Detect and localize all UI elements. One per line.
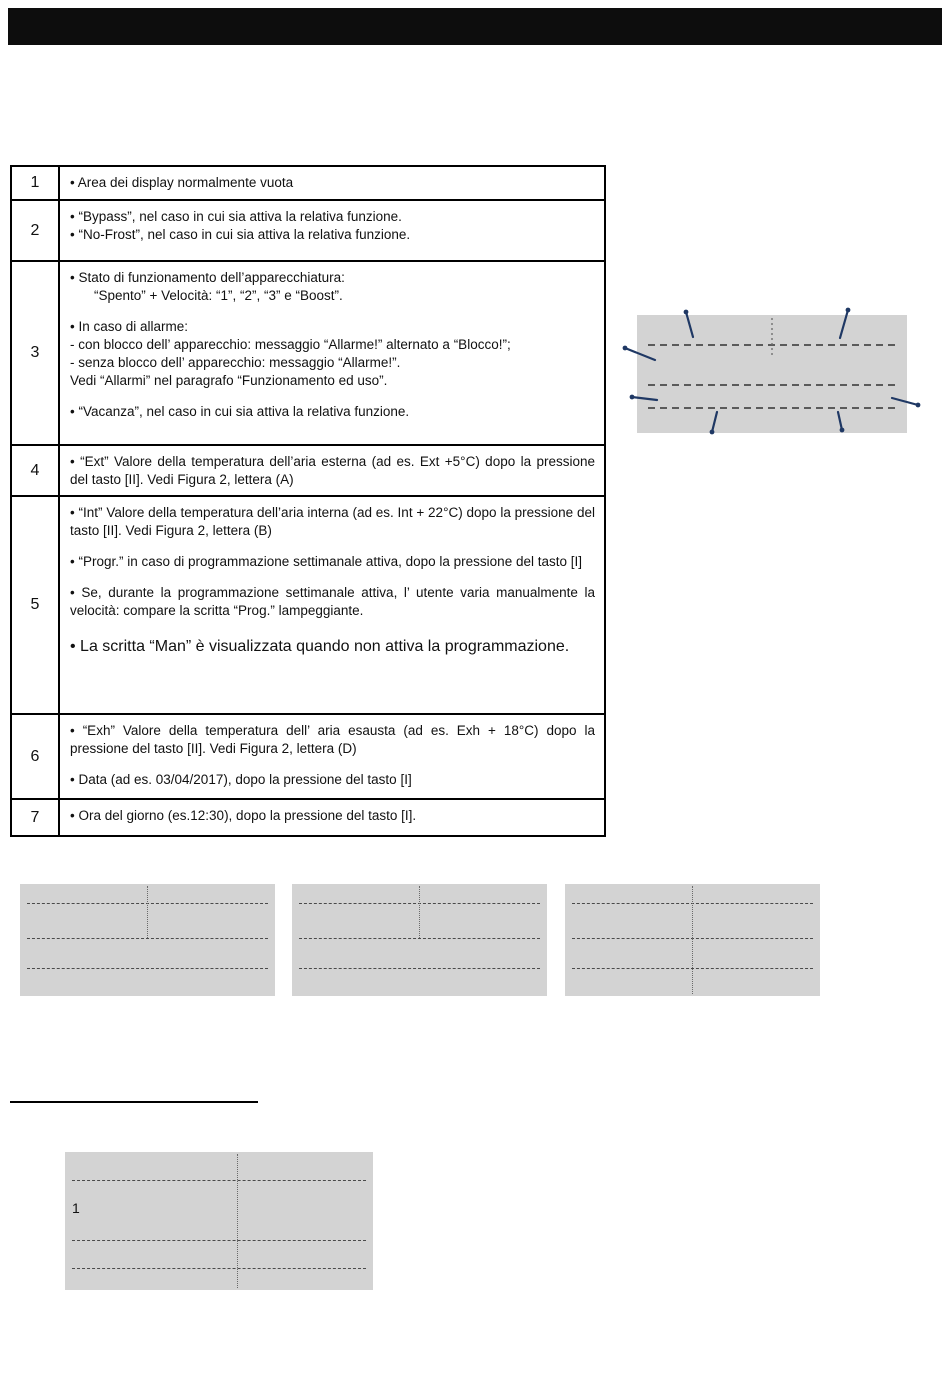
row-item: • Se, durante la programmazione settimanale attiva, l’ utente varia manualmente la velocità: compare la scritta “Prog.” lampeggiante. xyxy=(70,584,595,618)
row-content xyxy=(60,201,604,260)
table-row-6 xyxy=(12,715,604,800)
footnote-rule xyxy=(10,1101,258,1103)
row-item: - con blocco dell’ apparecchio: messaggio “Allarme!” alternato a “Blocco!”; xyxy=(70,336,511,352)
row-number: 4 xyxy=(12,446,60,495)
table-row-3 xyxy=(12,262,604,446)
row-item: - senza blocco dell’ apparecchio: messaggio “Allarme!”. xyxy=(70,354,401,370)
row-item: • Ora del giorno (es.12:30), dopo la pressione del tasto [I]. xyxy=(70,808,417,823)
row-number: 3 xyxy=(12,262,60,444)
row-item: • In caso di allarme: xyxy=(70,318,189,334)
figure-2-display-diagram xyxy=(600,298,940,463)
row-content xyxy=(60,262,604,444)
display-label-1: 1 xyxy=(72,1200,80,1216)
row-item: • “Vacanza”, nel caso in cui sia attiva la relativa funzione. xyxy=(70,403,410,419)
row-number: 2 xyxy=(12,201,60,260)
lcd-segment-line xyxy=(299,968,540,969)
lcd-segment-line xyxy=(72,1240,366,1241)
table-row-7 xyxy=(12,800,604,835)
row-item: Vedi “Allarmi” nel paragrafo “Funzionamento ed uso”. xyxy=(70,372,388,388)
row-item: • “No-Frost”, nel caso in cui sia attiva la relativa funzione. xyxy=(70,226,411,242)
display-panel xyxy=(637,315,907,433)
lcd-divider xyxy=(237,1154,238,1240)
row-item: • “Progr.” in caso di programmazione settimanale attiva, dopo la pressione del tasto [I] xyxy=(70,553,582,569)
row-item: “Spento” + Velocità: “1”, “2”, “3” e “Boost”. xyxy=(94,287,343,303)
display-info-table xyxy=(10,165,606,837)
row-content xyxy=(60,497,604,713)
lcd-divider xyxy=(419,886,420,938)
row-number: 6 xyxy=(12,715,60,798)
lcd-divider xyxy=(692,886,693,938)
lcd-divider xyxy=(692,938,693,994)
row-content xyxy=(60,167,604,199)
display-mockup-1 xyxy=(20,884,275,996)
display-mockup-3 xyxy=(565,884,820,996)
row-item: • “Int” Valore della temperatura dell’aria interna (ad es. Int + 22°C) dopo la pressione del tasto [II]. Vedi Figura 2, lettera (B) xyxy=(70,505,595,538)
row-number: 1 xyxy=(12,167,60,199)
row-item: • Data (ad es. 03/04/2017), dopo la pressione del tasto [I] xyxy=(70,771,412,787)
header-bar xyxy=(8,8,942,45)
lcd-divider xyxy=(147,886,148,938)
row-item: • “Bypass”, nel caso in cui sia attiva la relativa funzione. xyxy=(70,209,402,224)
table-row-2 xyxy=(12,201,604,262)
lcd-segment-line xyxy=(299,938,540,939)
row-item: • “Ext” Valore della temperatura dell’aria esterna (ad es. Ext +5°C) dopo la pressione del tasto [II]. Vedi Figura 2, lettera (A) xyxy=(70,454,595,487)
lcd-segment-line xyxy=(27,938,268,939)
lcd-segment-line xyxy=(27,968,268,969)
display-mockup-2 xyxy=(292,884,547,996)
lcd-segment-line xyxy=(72,1180,366,1181)
row-item: • La scritta “Man” è visualizzata quando non attiva la programmazione. xyxy=(70,637,570,655)
table-row-1 xyxy=(12,167,604,201)
row-content xyxy=(60,800,604,835)
lcd-segment-line xyxy=(72,1268,366,1269)
row-content xyxy=(60,446,604,495)
row-item: • Stato di funzionamento dell’apparecchiatura: xyxy=(70,270,345,285)
row-number: 5 xyxy=(12,497,60,713)
table-row-4 xyxy=(12,446,604,497)
row-item: • Area dei display normalmente vuota xyxy=(70,175,294,190)
row-number: 7 xyxy=(12,800,60,835)
row-item: • “Exh” Valore della temperatura dell’ aria esausta (ad es. Exh + 18°C) dopo la pressione del tasto [II]. Vedi Figura 2, lettera (D) xyxy=(70,723,595,756)
lcd-divider xyxy=(237,1240,238,1288)
display-mockup-4 xyxy=(65,1152,373,1290)
table-row-5 xyxy=(12,497,604,715)
row-content xyxy=(60,715,604,798)
